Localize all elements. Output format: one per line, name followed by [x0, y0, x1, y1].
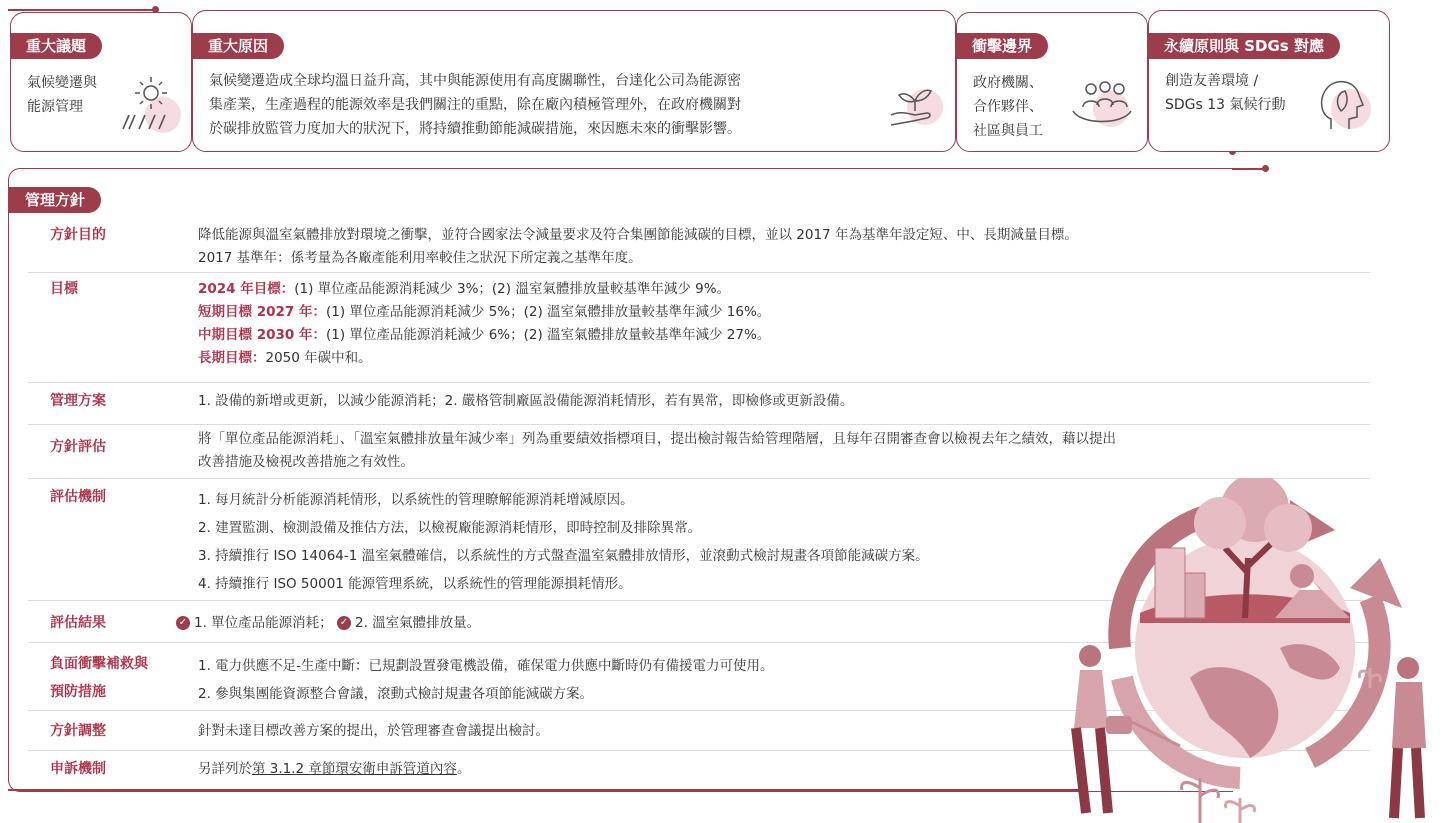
grievance-link[interactable]: 第 3.1.2 章節環安衛申訴管道內容 [252, 761, 457, 777]
row-label: 評估機制 [50, 489, 106, 505]
row-content: 1. 設備的新增或更新，以減少能源消耗；2. 嚴格管制廠區設備能源消耗情形，若有異常，即檢修或更新設備。 [198, 393, 854, 409]
policy-row-targets [28, 274, 1370, 383]
climate-sun-icon [115, 71, 185, 141]
card-tag: 衝擊邊界 [956, 33, 1048, 59]
card-material-issue [10, 12, 192, 152]
row-content: 1. 每月統計分析能源消耗情形，以系統性的管理瞭解能源消耗增減原因。 2. 建置監測、檢測設備及推估方法，以檢視廠能源消耗情形，即時控制及排除異常。 3. 持續推行 ISO 14064-1 溫室氣體確信，以系統性的方式盤查溫室氣體排放情形，並滾動式檢討規畫各項節能減碳方案。 4. 持續推行 ISO 50001 能源管理系統，以系統性的管理能源損耗情形。 [198, 492, 929, 592]
row-label: 方針評估 [50, 439, 106, 455]
target-mid: 中期目標 2030 年：(1) 單位產品能源消耗減少 6%；(2) 溫室氣體排放量較基準年減少 27%。 [198, 327, 771, 343]
row-label: 方針目的 [50, 227, 106, 243]
row-content [198, 278, 1370, 370]
hand-plant-icon [885, 71, 947, 133]
people-hand-icon [1067, 75, 1137, 137]
mid-connector-dot-right [1262, 165, 1269, 172]
row-label: 評估結果 [50, 615, 106, 631]
card-text: 氣候變遷與 能源管理 [27, 75, 97, 115]
row-content: 針對未達目標改善方案的提出，於管理審查會議提出檢討。 [198, 723, 549, 739]
card-impact-boundary [956, 12, 1148, 152]
row-label: 管理方案 [50, 393, 106, 409]
policy-row-purpose [28, 222, 1370, 273]
card-text: 創造友善環境 / SDGs 13 氣候行動 [1165, 73, 1286, 113]
target-2024: 2024 年目標：(1) 單位產品能源消耗減少 3%；(2) 溫室氣體排放量較基準年減少 9%。 [198, 281, 731, 297]
policy-row-evaluation [28, 426, 1370, 479]
row-label: 方針調整 [50, 723, 106, 739]
card-tag: 重大議題 [10, 33, 102, 59]
card-tag: 永續原則與 SDGs 對應 [1148, 33, 1340, 59]
row-content: 另詳列於第 3.1.2 章節環安衛申訴管道內容。 [198, 761, 471, 777]
row-content: 1. 電力供應不足-生產中斷：已規劃設置發電機設備，確保電力供應中斷時仍有備援電力可使用。 2. 參與集團能資源整合會議，滾動式檢討規畫各項節能減碳方案。 [198, 658, 774, 702]
head-leaf-icon [1309, 71, 1375, 137]
row-content: 降低能源與溫室氣體排放對環境之衝擊，並符合國家法令減量要求及符合集團節能減碳的目標，並以 2017 年為基準年設定短、中、長期減量目標。 2017 基準年：係考量為各廠產能利用率較佳之狀況下所定義之基準年度。 [198, 227, 1078, 266]
policy-frame-bottom [8, 789, 1088, 791]
target-short: 短期目標 2027 年：(1) 單位產品能源消耗減少 5%；(2) 溫室氣體排放量較基準年減少 16%。 [198, 304, 771, 320]
card-sdgs [1148, 10, 1390, 152]
policy-row-program [28, 384, 1370, 425]
row-label: 負面衝擊補救與 預防措施 [50, 656, 148, 700]
row-label: 目標 [50, 281, 78, 297]
card-tag: 重大原因 [192, 33, 284, 59]
earth-recycling-women-illustration [1050, 478, 1440, 823]
card-text: 氣候變遷造成全球均溫日益升高，其中與能源使用有高度關聯性，台達化公司為能源密 集產業，生產過程的能源效率是我們關注的重點，除在廠內積極管理外，在政府機關對 於碳排放監管力度加大的狀況下，將持續推動節能減碳措施，來因應未來的衝擊影響。 [209, 73, 741, 137]
mid-connector-line [1232, 168, 1264, 170]
check-icon: ✓ [176, 616, 190, 630]
target-long: 長期目標：2050 年碳中和。 [198, 350, 372, 366]
row-content: 將「單位產品能源消耗」、「溫室氣體排放量年減少率」列為重要績效指標項目，提出檢討報告給管理階層，且每年召開審查會以檢視去年之績效，藉以提出 改善措施及檢視改善措施之有效性。 [198, 431, 1116, 470]
row-label: 申訴機制 [50, 761, 106, 777]
policy-tag: 管理方針 [9, 187, 101, 213]
row-content: ✓ 1. 單位產品能源消耗； ✓ 2. 溫室氣體排放量。 [176, 612, 1370, 635]
card-text: 政府機關、 合作夥伴、 社區與員工 [973, 75, 1043, 139]
check-icon: ✓ [337, 616, 351, 630]
top-connector-line [8, 9, 156, 11]
card-material-reason [192, 10, 956, 152]
